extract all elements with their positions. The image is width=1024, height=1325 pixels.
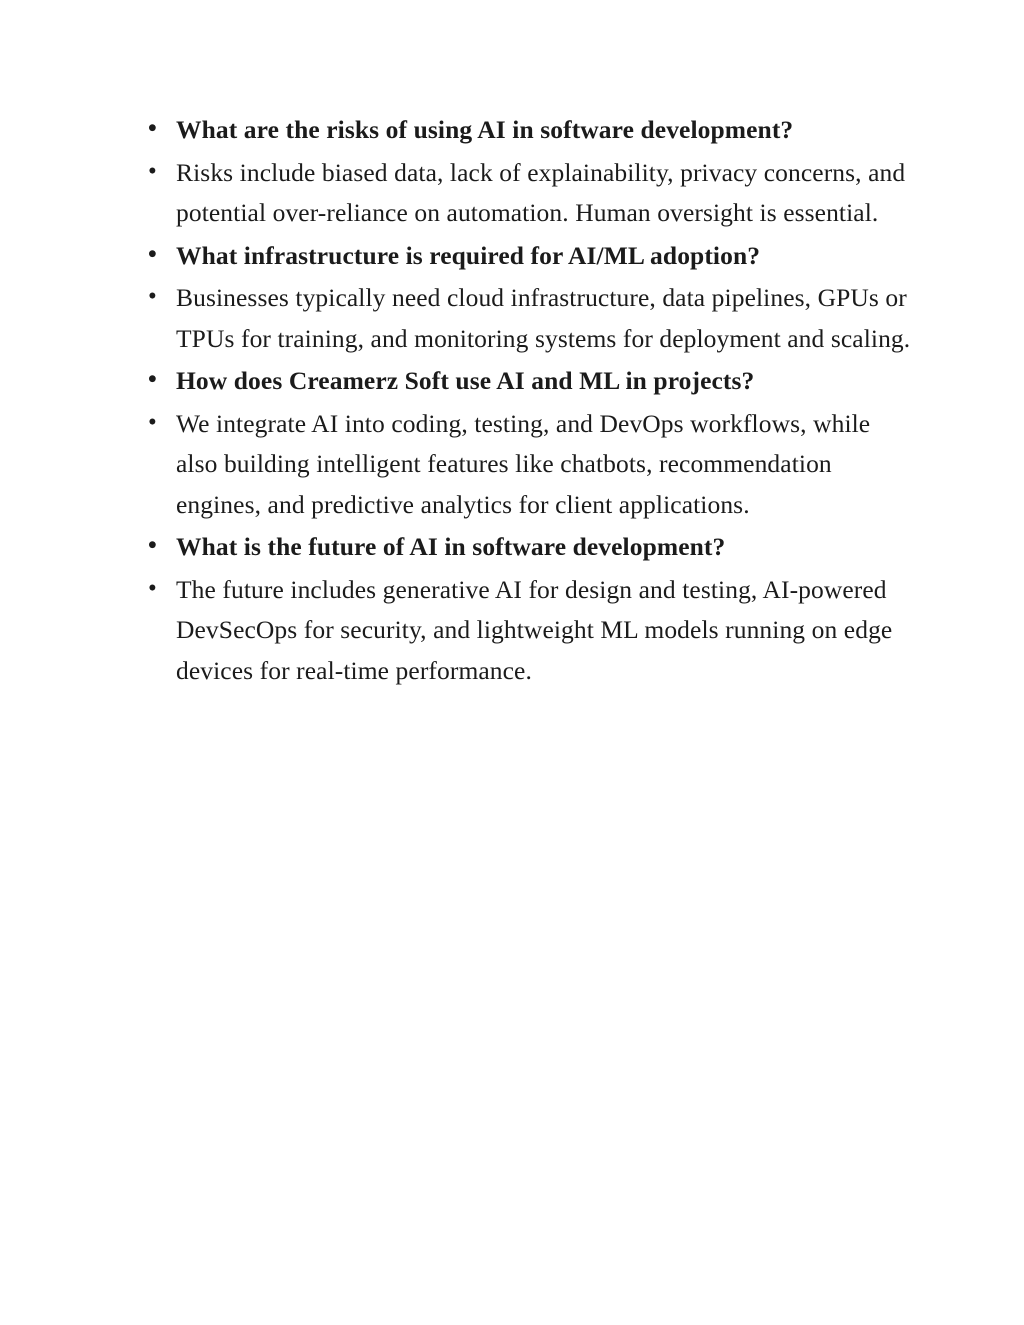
list-item (140, 361, 914, 402)
list-item (140, 527, 914, 568)
list-item (140, 570, 914, 692)
faq-list (140, 110, 914, 691)
faq-question-text: How does Creamerz Soft use AI and ML in projects? (176, 366, 755, 396)
faq-answer-text: We integrate AI into coding, testing, and DevOps workflows, while also building intelligent features like chatbots, recommendation engines, and predictive analytics for client applications. (176, 408, 871, 519)
faq-answer-text: Businesses typically need cloud infrastructure, data pipelines, GPUs or TPUs for training, and monitoring systems for deployment and scaling. (176, 283, 911, 353)
faq-answer-text: Risks include biased data, lack of explainability, privacy concerns, and potential over-reliance on automation. Human oversight is essential. (176, 157, 906, 228)
list-item (140, 153, 914, 234)
faq-answer-text: The future includes generative AI for design and testing, AI-powered DevSecOps for security, and lightweight ML models running on edge devices for real-time performance. (176, 574, 893, 685)
faq-question-text: What are the risks of using AI in software development? (176, 115, 794, 144)
list-item (140, 278, 914, 359)
list-item (140, 236, 914, 277)
list-item (140, 404, 914, 526)
faq-question-text: What infrastructure is required for AI/ML adoption? (176, 240, 761, 270)
faq-question-text: What is the future of AI in software development? (176, 532, 726, 562)
list-item (140, 110, 914, 151)
